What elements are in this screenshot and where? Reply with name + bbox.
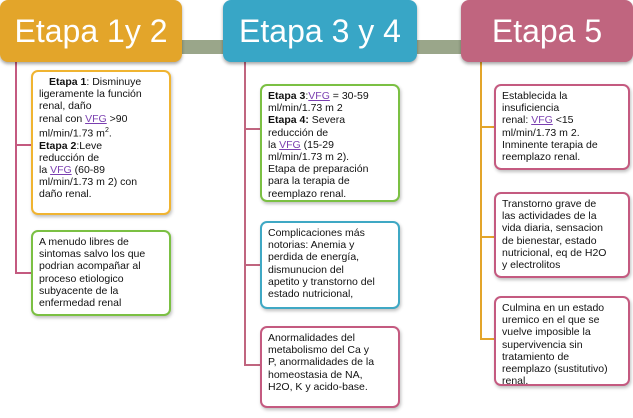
col2-connector-h1 (244, 128, 260, 130)
col3-connector-vertical (480, 60, 482, 340)
anormalidades-line: Anormalidades del (268, 332, 355, 344)
etapa5-line: Inminente terapia de (502, 138, 598, 151)
transtorno-line: y electrolitos (502, 259, 561, 272)
col2-box-etapa-3-4 (260, 84, 400, 202)
complicaciones-line: apetito y transtorno del (268, 275, 375, 288)
uremico-line: tratamiento de (502, 350, 570, 363)
complicaciones-line: estado nutricional, (268, 288, 354, 301)
vfg-link[interactable]: VFG (50, 163, 72, 176)
anormalidades-line: H2O, K y acido-base. (268, 380, 368, 393)
uremico-line: uremico en el que se (502, 314, 600, 327)
transtorno-line: Transtorno grave de (502, 198, 597, 210)
complicaciones-line: perdida de energía, (268, 251, 360, 264)
sintomas-line: sintomas salvo los que (39, 248, 146, 261)
etapa3-units: ml/min/1.73 m 2 (268, 102, 343, 115)
header-etapa-3-4: Etapa 3 y 4 (223, 0, 417, 62)
uremico-line: supervivencia sin (502, 338, 583, 351)
vfg-link[interactable]: VFG (279, 138, 301, 151)
etapa3-colon: : (305, 90, 309, 102)
uremico-line: Culmina en un estado (502, 302, 605, 314)
header-etapa-5: Etapa 5 (461, 0, 633, 62)
etapa1-text: : Disminuye (86, 76, 142, 88)
etapa5-line: Establecida la (502, 90, 568, 102)
etapa5-line: insuficiencia (502, 102, 560, 115)
transtorno-line: nutricional, eq de H2O (502, 246, 607, 259)
etapa2-line4: ml/min/1.73 m 2) con (39, 176, 138, 189)
col3-box-etapa-5 (494, 84, 630, 170)
transtorno-line: las actividades de la (502, 210, 597, 223)
etapa4-line3: la (268, 138, 280, 151)
preparacion-line: Etapa de preparación (268, 163, 369, 176)
etapa1-units: ml/min/1.73 m (39, 127, 105, 140)
etapa3-label: Etapa 3 (268, 90, 306, 102)
etapa1-line3: renal, daño (39, 100, 92, 113)
etapa5-line: renal: (502, 114, 532, 127)
col2-connector-vertical (244, 60, 246, 366)
col1-box-sintomas (31, 230, 171, 316)
col3-connector-h1 (480, 126, 494, 128)
transtorno-line: vida diaria, sensacion (502, 222, 603, 235)
etapa4-range: (15-29 (300, 138, 334, 151)
etapa4-text: Severa (308, 114, 346, 127)
etapa1-value: >90 (106, 112, 128, 125)
header-etapa-1-2: Etapa 1y 2 (0, 0, 182, 62)
col1-connector-vertical (15, 60, 17, 274)
etapa5-units: ml/min/1.73 m 2. (502, 126, 580, 139)
etapa1-sup: 2 (104, 126, 109, 134)
etapa2-label: Etapa 2 (39, 139, 77, 152)
vfg-link[interactable]: VFG (308, 90, 330, 102)
col2-connector-h3 (244, 364, 260, 366)
sintomas-line: proceso etiologico (39, 272, 124, 285)
etapa5-line: reemplazo renal. (502, 151, 581, 164)
etapa2-line5: daño renal. (39, 188, 92, 201)
col3-box-uremico (494, 296, 630, 386)
etapa5-range: <15 (552, 114, 574, 127)
etapa2-range: (60-89 (71, 163, 105, 176)
anormalidades-line: homeostasia de NA, (268, 368, 363, 381)
etapa1-label: Etapa 1 (49, 76, 87, 88)
preparacion-line: para la terapia de (268, 175, 350, 188)
anormalidades-line: metabolismo del Ca y (268, 344, 369, 357)
col3-box-transtorno (494, 192, 630, 278)
complicaciones-line: dismunucion del (268, 263, 344, 276)
sintomas-line: A menudo libres de (39, 236, 129, 248)
col3-connector-h2 (480, 236, 494, 238)
vfg-link[interactable]: VFG (531, 114, 553, 127)
complicaciones-line: notorias: Anemia y (268, 239, 355, 252)
transtorno-line: de bienestar, estado (502, 234, 597, 247)
col1-box-etapa-1-2 (31, 70, 171, 215)
sintomas-line: enfermedad renal (39, 297, 122, 310)
etapa1-line4: renal con (39, 112, 86, 125)
etapa1-line2: ligeramente la función (39, 88, 142, 101)
etapa1-period: . (108, 127, 112, 140)
col1-connector-h2 (15, 272, 31, 274)
etapa2-line2: reducción de (39, 151, 100, 164)
sintomas-line: podrian acompañar al (39, 260, 141, 273)
anormalidades-line: P, anormalidades de la (268, 356, 375, 369)
col2-box-anormalidades (260, 326, 400, 408)
etapa2-line3: la (39, 163, 51, 176)
preparacion-line: reemplazo renal. (268, 187, 347, 200)
uremico-line: renal. (502, 375, 529, 386)
col1-connector-h1 (15, 144, 31, 146)
etapa2-text: :Leve (76, 139, 103, 152)
col2-box-complicaciones (260, 221, 400, 309)
sintomas-line: subyacente de la (39, 284, 119, 297)
col2-connector-h2 (244, 264, 260, 266)
etapa4-label: Etapa 4: (268, 114, 309, 127)
vfg-link[interactable]: VFG (85, 112, 107, 125)
uremico-line: reemplazo (sustitutivo) (502, 363, 608, 376)
etapa3-range: = 30-59 (329, 90, 369, 102)
etapa4-line2: reducción de (268, 126, 329, 139)
col3-connector-h3 (480, 338, 494, 340)
complicaciones-line: Complicaciones más (268, 227, 365, 239)
uremico-line: vuelve imposible la (502, 326, 591, 339)
etapa4-units: ml/min/1.73 m 2). (268, 151, 350, 164)
